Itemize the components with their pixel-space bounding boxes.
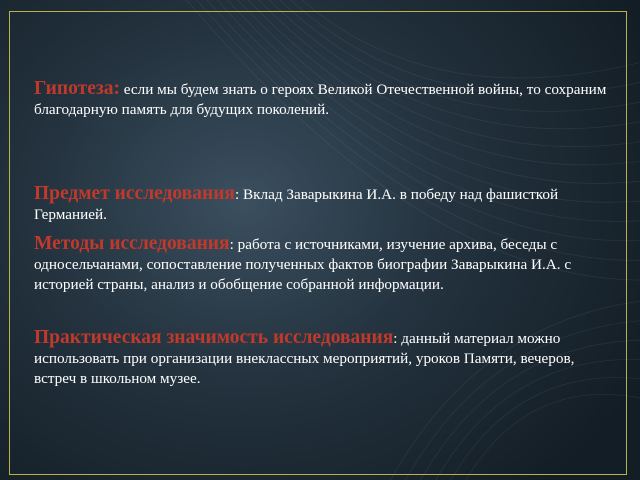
methods-paragraph bbox=[34, 234, 614, 295]
hypothesis-paragraph bbox=[34, 79, 614, 120]
subject-text: Вклад Заварыкина И.А. в победу над фашисткой Германией. bbox=[34, 186, 559, 223]
subject-paragraph bbox=[34, 184, 614, 225]
methods-separator: : bbox=[229, 236, 238, 253]
significance-separator: : bbox=[393, 330, 402, 347]
significance-heading: Практическая значимость исследования bbox=[34, 327, 394, 348]
significance-text: данный материал можно использовать при организации внеклассных мероприятий, уроков Памяти, вечеров, встреч в школьном музее. bbox=[34, 330, 575, 387]
methods-text: работа с источниками, изучение архива, беседы с односельчанами, сопоставление полученных фактов биографии Заварыкина И.А. с историей страны, анализ и обобщение собранной информации. bbox=[34, 236, 572, 293]
significance-paragraph bbox=[34, 328, 614, 389]
subject-heading: Предмет исследования bbox=[34, 183, 235, 204]
methods-heading: Методы исследования bbox=[34, 233, 230, 254]
subject-separator: : bbox=[234, 186, 244, 203]
hypothesis-heading: Гипотеза: bbox=[34, 78, 120, 99]
hypothesis-text: если мы будем знать о героях Великой Отечественной войны, то сохраним благодарную память для будущих поколений. bbox=[34, 81, 607, 118]
